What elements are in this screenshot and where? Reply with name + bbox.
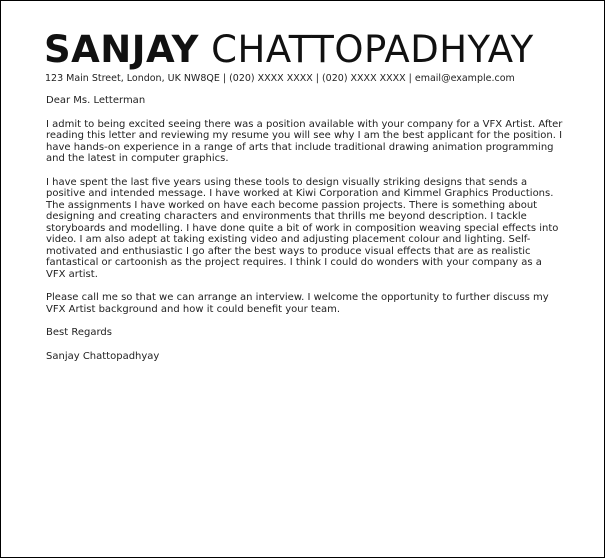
first-name: SANJAY (44, 28, 199, 71)
paragraph-3: Please call me so that we can arrange an interview. I welcome the opportunity to further discuss my VFX Artist background and how it could benefit your team. (46, 292, 549, 315)
contact-line: 123 Main Street, London, UK NW8QE | (020) XXXX XXXX | (020) XXXX XXXX | email@example.com (45, 73, 515, 84)
letter-body (46, 95, 564, 362)
paragraph-1: I admit to being excited seeing there was a position available with your company for a VFX Artist. After reading this letter and reviewing my resume you will see why I am the best applicant for the position. I have hands-on experience in a range of arts that include traditional drawing animation programming and the latest in computer graphics. (46, 118, 563, 164)
last-name: CHATTOPADHYAY (211, 28, 534, 71)
salutation: Dear Ms. Letterman (46, 95, 146, 106)
signature-name: Sanjay Chattopadhyay (46, 350, 160, 362)
paragraph-2: I have spent the last five years using these tools to design visually striking designs that sends a positive and intended message. I have worked at Kiwi Corporation and Kimmel Graphics Productions. The assignments I have worked on have each become passion projects. There is something about designing and creating characters and environments that thrills me beyond description. I tackle storyboards and modelling. I have done quite a bit of work in composition weaving special effects into video. I am also adept at taking existing video and adjusting placement colour and lighting. Self-motivated and enthusiastic I go after the best ways to produce visual effects that are as realistic fantastical or cartoonish as the project requires. I think I could do wonders with your company as a VFX artist. (46, 176, 559, 280)
closing: Best Regards (46, 327, 112, 338)
applicant-name (44, 28, 534, 72)
